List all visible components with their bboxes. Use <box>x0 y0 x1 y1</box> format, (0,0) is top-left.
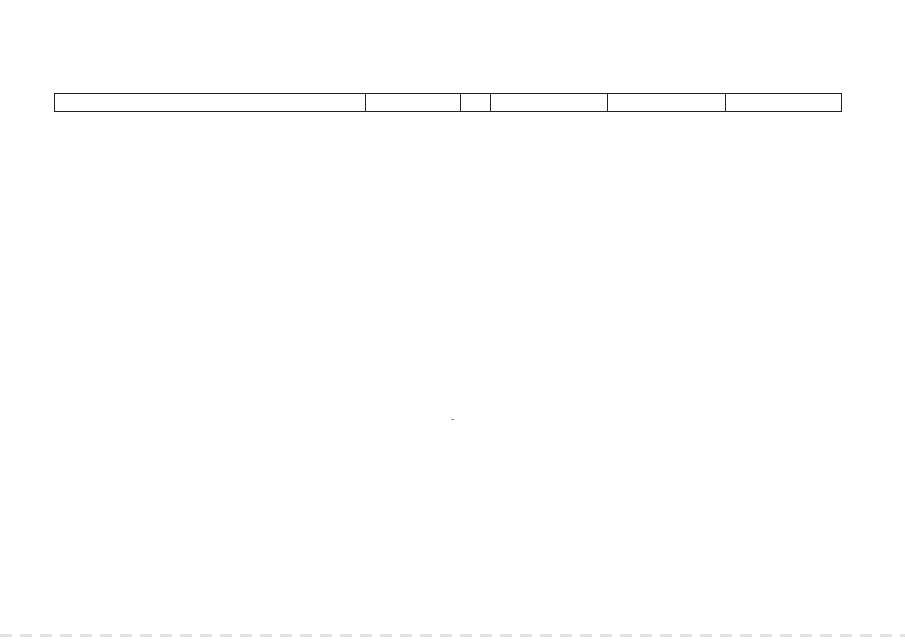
column-header <box>490 94 607 111</box>
column-header <box>460 94 490 111</box>
scan-artifact-line <box>0 634 905 637</box>
column-header <box>54 94 365 111</box>
stray-mark: - <box>451 414 455 425</box>
column-header <box>365 94 460 111</box>
header-divider <box>841 93 842 112</box>
column-header <box>607 94 725 111</box>
header-bottom-border <box>54 111 842 112</box>
column-header <box>725 94 841 111</box>
